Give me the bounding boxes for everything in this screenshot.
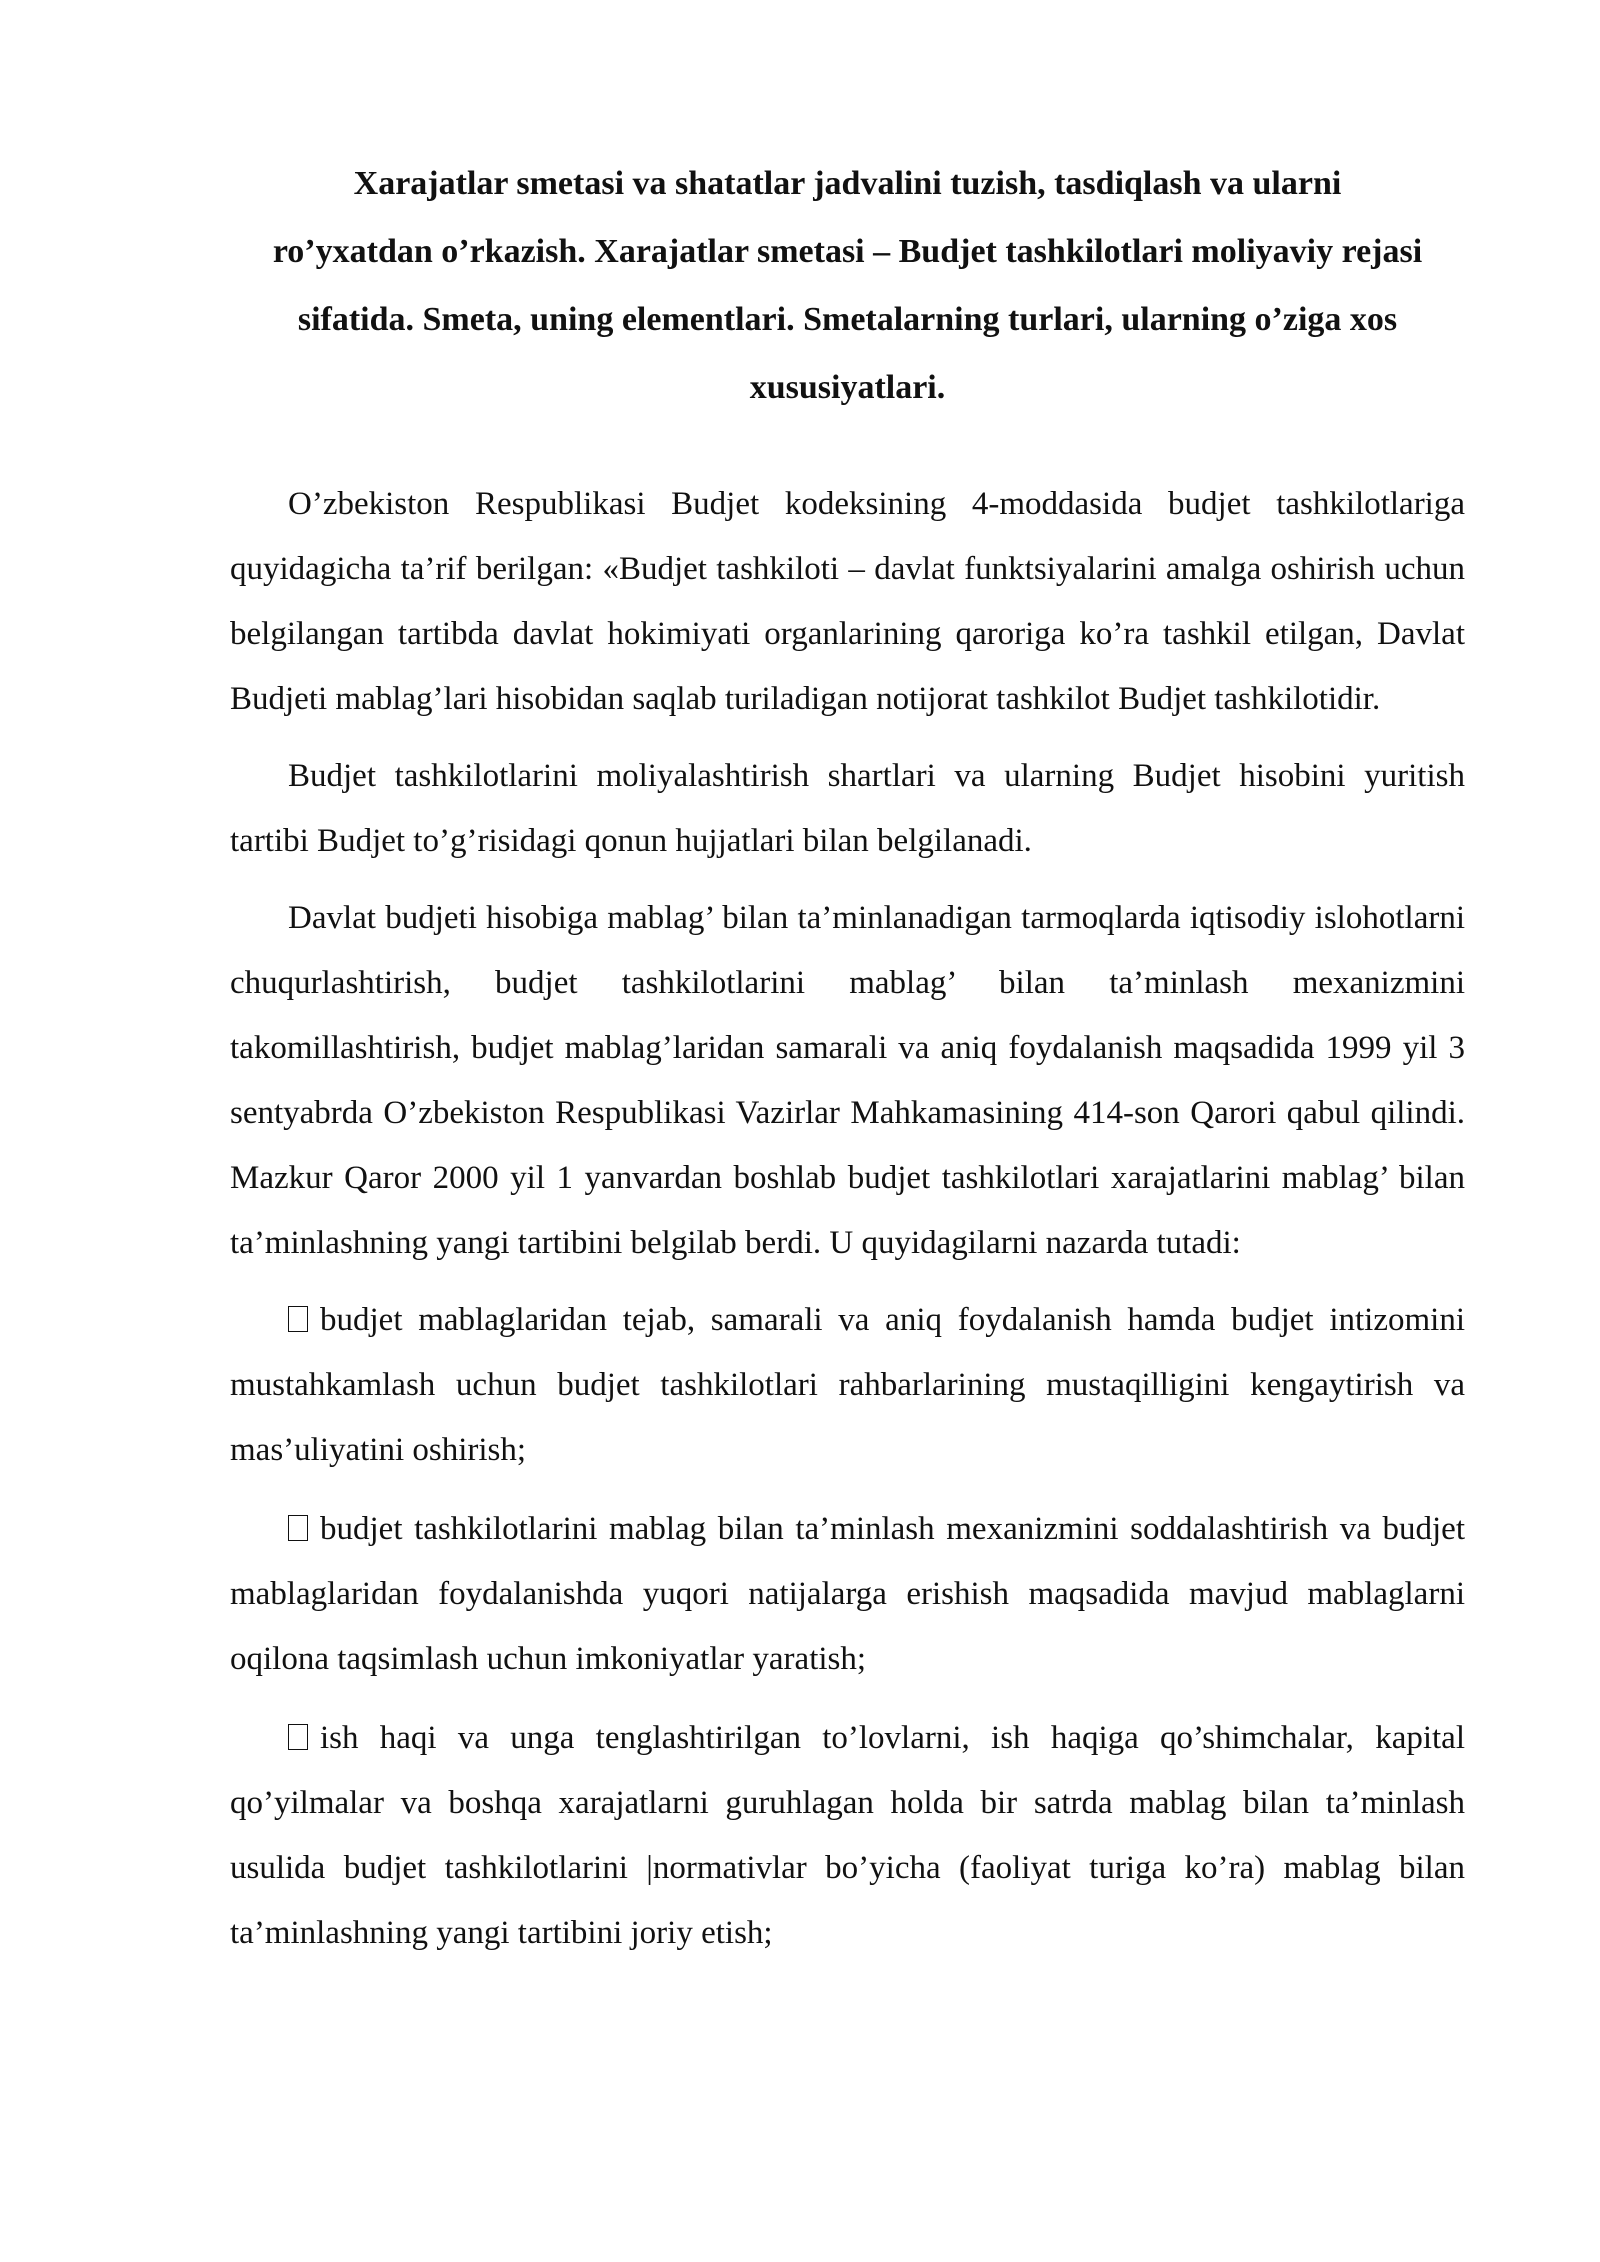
bullet-item-1 bbox=[230, 1288, 1465, 1483]
document-title: Xarajatlar smetasi va shatatlar jadvalini tuzish, tasdiqlash va ularni ro’yxatdan o’rkazish. Xarajatlar smetasi – Budjet tashkilotlari moliyaviy rejasi sifatida. Smeta, uning elementlari. Smetalarning turlari, ularning o’ziga xos xususiyatlari. bbox=[272, 165, 1423, 406]
paragraph-1: O’zbekiston Respublikasi Budjet kodeksining 4-moddasida budjet tashkilotlariga quyidagicha ta’rif berilgan: «Budjet tashkiloti – davlat funktsiyalarini amalga oshirish uchun belgilangan tartibda davlat hokimiyati organlarining qaroriga ko’ra tashkil etilgan, Davlat Budjeti mablag’lari hisobidan saqlab turiladigan notijorat tashkilot Budjet tashkilotidir. bbox=[230, 486, 1465, 717]
title-spacer bbox=[230, 422, 1465, 472]
paragraph-2: Budjet tashkilotlarini moliyalashtirish shartlari va ularning Budjet hisobini yuritish tartibi Budjet to’g’risidagi qonun hujjatlari bilan belgilanadi. bbox=[230, 758, 1465, 859]
bullet-text: ish haqi va unga tenglashtirilgan to’lovlarni, ish haqiga qo’shimchalar, kapital qo’yilmalar va boshqa xarajatlarni guruhlagan holda bir satrda mablag bilan ta’minlash usulida budjet tashkilotlarini |normativlar bo’yicha (faoliyat turiga ko’ra) mablag bilan ta’minlashning yangi tartibini joriy etish; bbox=[230, 1720, 1465, 1951]
bullet-box-icon bbox=[288, 1515, 308, 1541]
bullet-box-icon bbox=[288, 1306, 308, 1332]
bullet-item-2 bbox=[230, 1497, 1465, 1692]
bullet-item-3 bbox=[230, 1706, 1465, 1966]
bullet-text: budjet tashkilotlarini mablag bilan ta’minlash mexanizmini soddalashtirish va budjet mablaglaridan foydalanishda yuqori natijalarga erishish maqsadida mavjud mablaglarni oqilona taqsimlash uchun imkoniyatlar yaratish; bbox=[230, 1511, 1465, 1677]
bullet-text: budjet mablaglaridan tejab, samarali va aniq foydalanish hamda budjet intizomini mustahkamlash uchun budjet tashkilotlari rahbarlarining mustaqilligini kengaytirish va mas’uliyatini oshirish; bbox=[230, 1302, 1465, 1468]
document-page bbox=[230, 150, 1465, 1980]
paragraph-3: Davlat budjeti hisobiga mablag’ bilan ta’minlanadigan tarmoqlarda iqtisodiy islohotlarni chuqurlashtirish, budjet tashkilotlarini mablag’ bilan ta’minlash mexanizmini takomillashtirish, budjet mablag’laridan samarali va aniq foydalanish maqsadida 1999 yil 3 sentyabrda O’zbekiston Respublikasi Vazirlar Mahkamasining 414-son Qarori qabul qilindi. Mazkur Qaror 2000 yil 1 yanvardan boshlab budjet tashkilotlari xarajatlarini mablag’ bilan ta’minlashning yangi tartibini belgilab berdi. U quyidagilarni nazarda tutadi: bbox=[230, 900, 1465, 1261]
bullet-box-icon bbox=[288, 1724, 308, 1750]
